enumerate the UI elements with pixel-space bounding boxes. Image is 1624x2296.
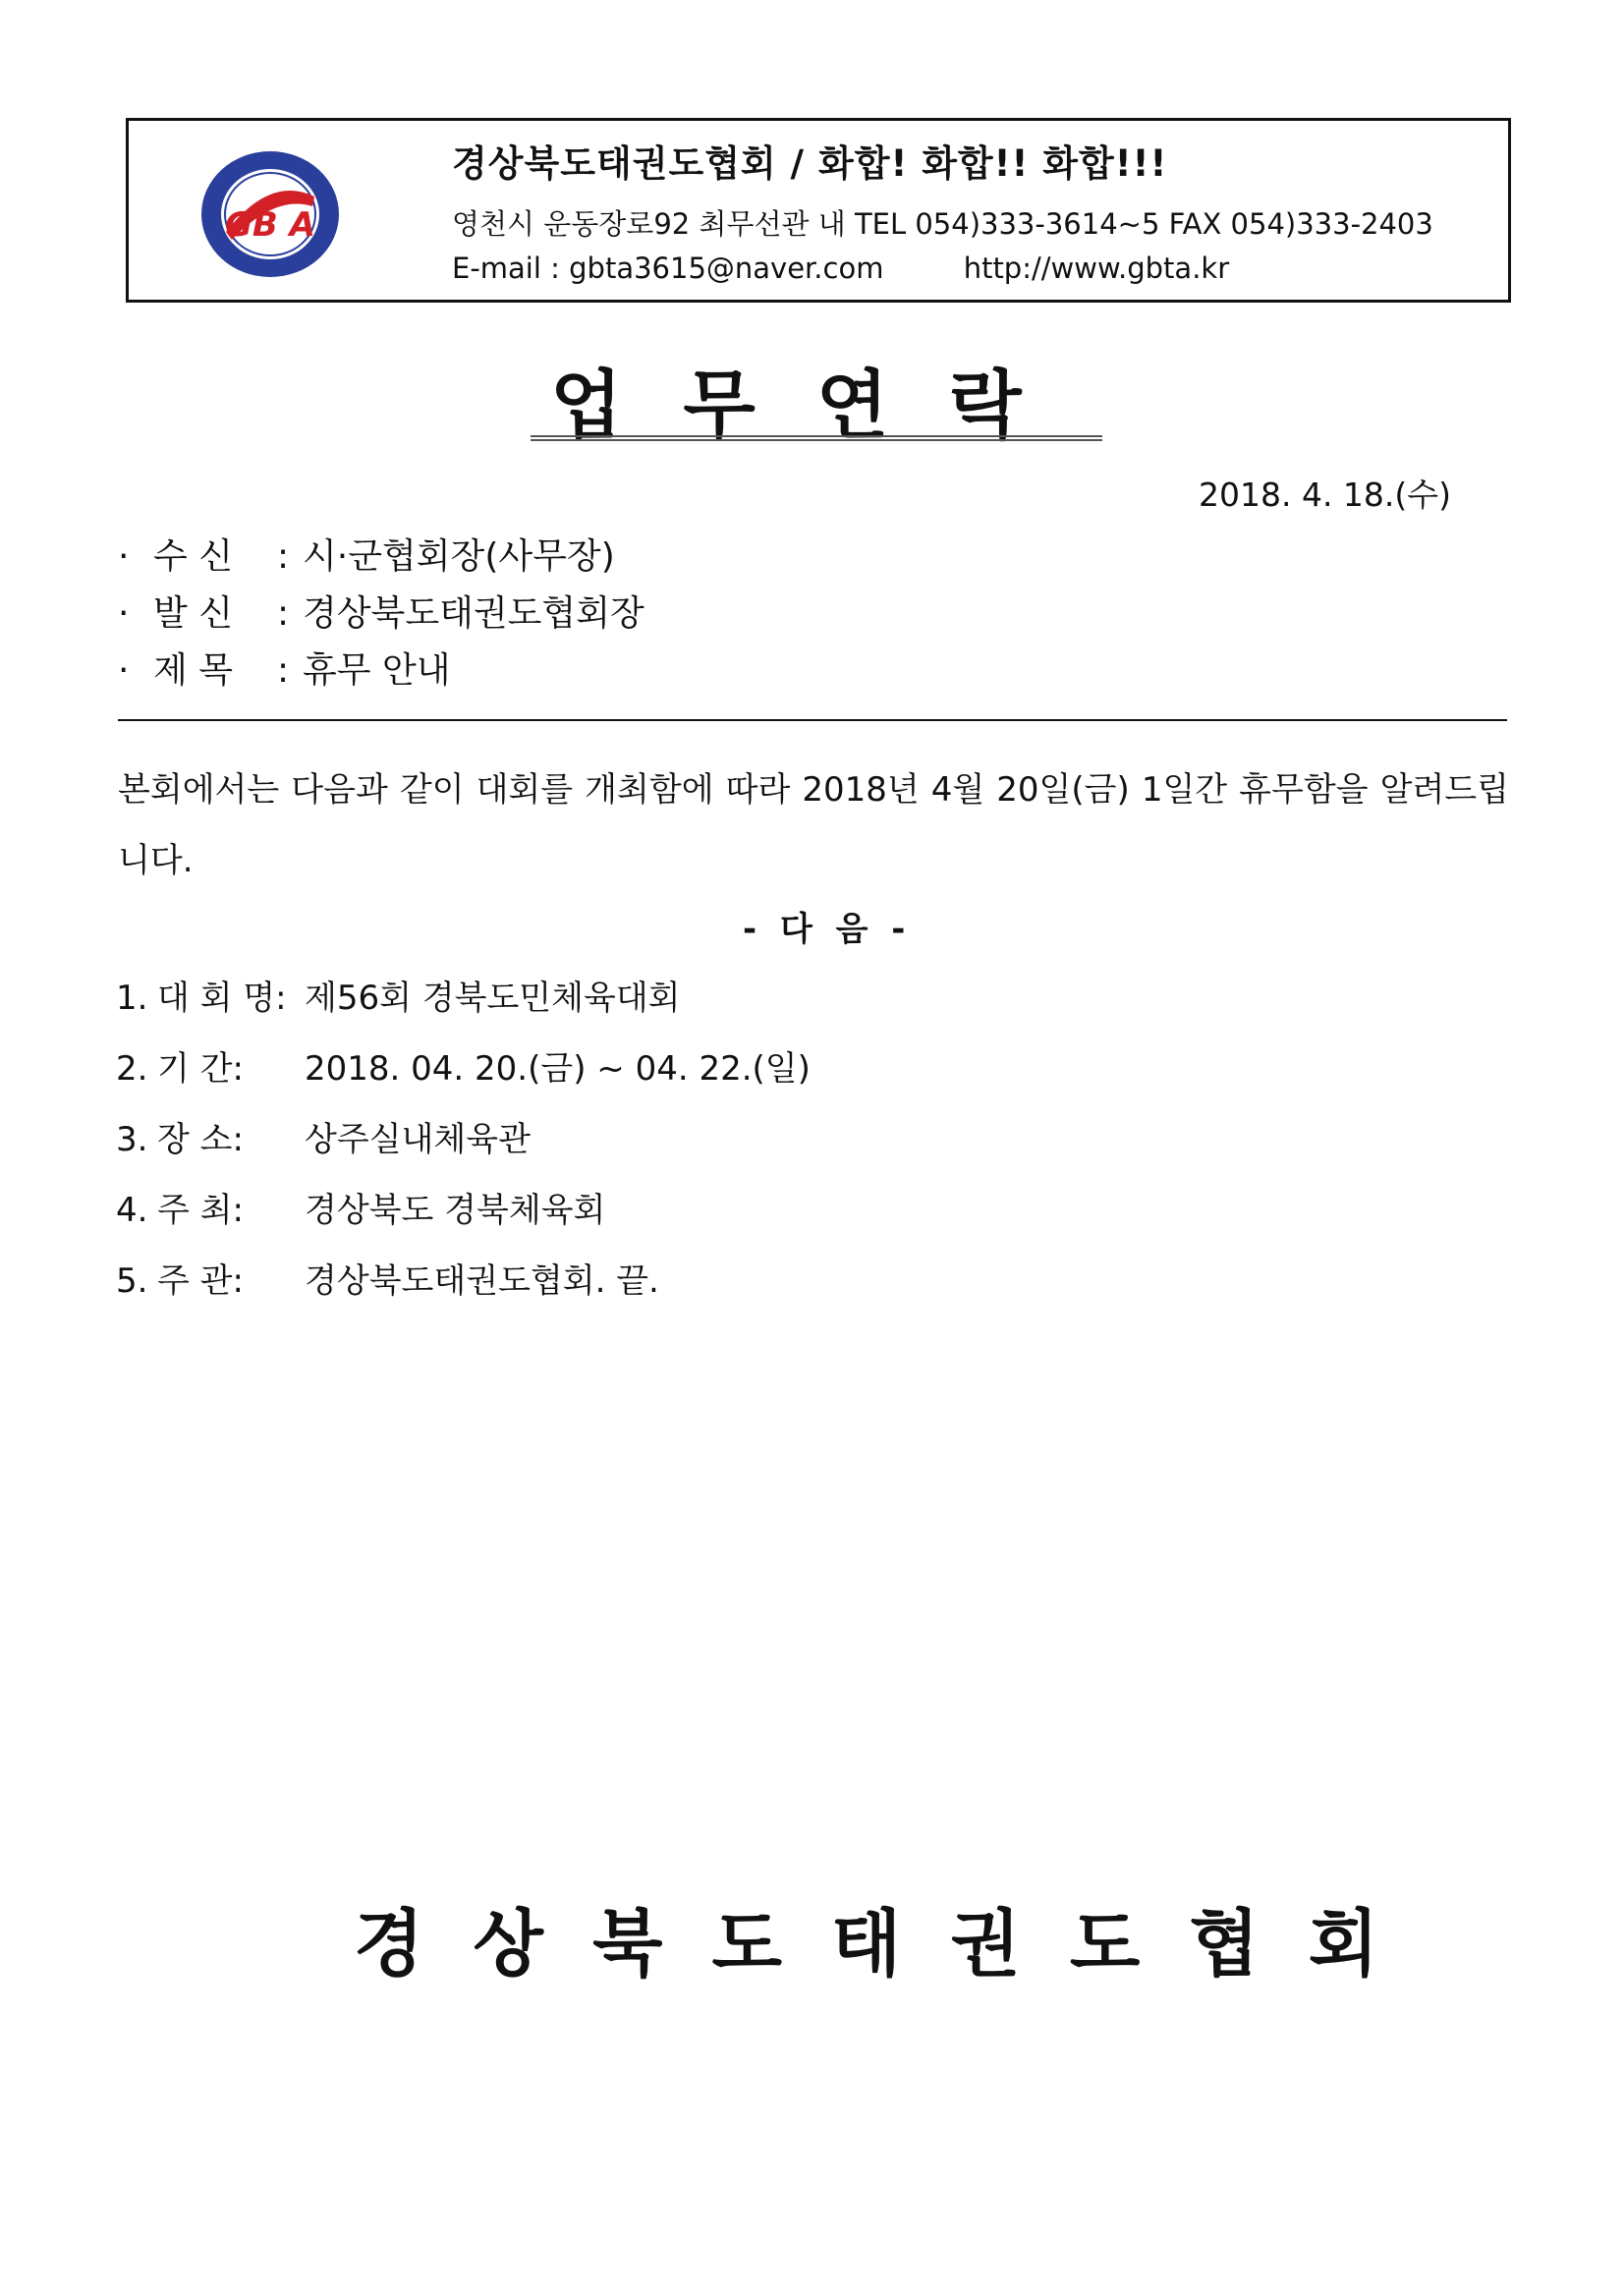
list-item — [116, 1183, 605, 1231]
item-value: 상주실내체육관 — [305, 1120, 531, 1159]
section-divider — [118, 719, 1507, 721]
bullet: · — [118, 650, 130, 691]
bullet: · — [118, 536, 130, 577]
association-logo-icon — [196, 145, 344, 283]
title-underline — [531, 435, 1102, 441]
item-key: 기 간: — [157, 1049, 244, 1089]
item-number: 3. — [116, 1120, 148, 1159]
meta-label: 제 목 — [153, 650, 233, 691]
item-key: 주 관: — [157, 1261, 244, 1301]
footer-org-name: 경상북도태권도협회 — [354, 1902, 1428, 1987]
meta-label: 수 신 — [153, 536, 233, 577]
document-date: 2018. 4. 18.(수) — [1199, 476, 1452, 514]
website-link[interactable]: http://www.gbta.kr — [963, 252, 1230, 285]
email-text: E-mail : gbta3615@naver.com — [452, 252, 884, 285]
item-number: 4. — [116, 1191, 148, 1230]
bullet: · — [118, 593, 130, 634]
meta-sender: · 발 신 : 경상북도태권도협회장 — [118, 586, 644, 636]
item-key: 주 최: — [157, 1191, 244, 1230]
details-heading: - 다 음 - — [743, 910, 912, 949]
body-paragraph: 본회에서는 다음과 같이 대회를 개최함에 따라 2018년 4월 20일(금) 1일간 휴무함을 알려드립니다. — [118, 770, 1509, 880]
item-key: 장 소: — [157, 1120, 244, 1159]
meta-recipient: · 수 신 : 시·군협회장(사무장) — [118, 529, 615, 579]
item-value: 경상북도 경북체육회 — [305, 1191, 606, 1230]
item-value: 제56회 경북도민체육대회 — [305, 979, 681, 1018]
org-slogan-line: 경상북도태권도협회 / 화합! 화합!! 화합!!! — [452, 142, 1168, 185]
list-item — [116, 971, 681, 1019]
item-number: 1. — [116, 979, 148, 1018]
address-line: 영천시 운동장로92 최무선관 내 TEL 054)333-3614~5 FAX 054)333-2403 — [452, 207, 1433, 241]
meta-label: 발 신 — [153, 593, 233, 634]
item-value: 2018. 04. 20.(금) ~ 04. 22.(일) — [305, 1049, 811, 1089]
list-item — [116, 1112, 531, 1160]
list-item — [116, 1254, 659, 1302]
meta-value: 시·군협회장(사무장) — [303, 536, 615, 577]
item-value: 경상북도태권도협회. 끝. — [305, 1261, 659, 1301]
meta-value: 휴무 안내 — [303, 650, 451, 691]
item-key: 대 회 명: — [157, 979, 287, 1018]
logo-text: GB A — [225, 205, 315, 245]
meta-value: 경상북도태권도협회장 — [303, 593, 644, 634]
contact-line — [452, 252, 1229, 285]
item-number: 5. — [116, 1261, 148, 1301]
item-number: 2. — [116, 1049, 148, 1089]
list-item — [116, 1041, 811, 1090]
meta-subject: · 제 목 : 휴무 안내 — [118, 643, 451, 693]
document-title: 업무연락 — [550, 362, 1083, 449]
